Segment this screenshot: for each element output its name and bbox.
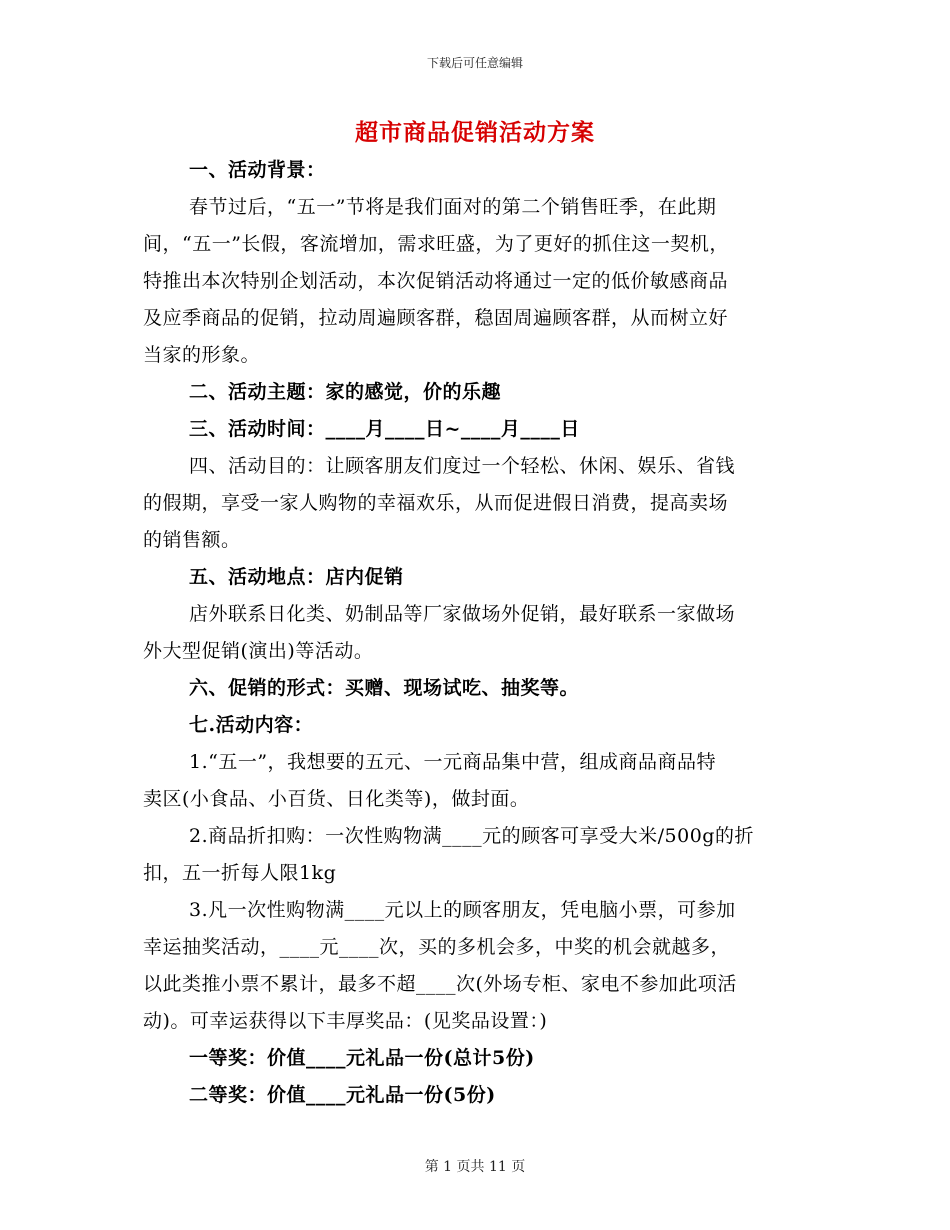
body-line: 六、促销的形式：买赠、现场试吃、抽奖等。 bbox=[189, 677, 580, 699]
body-line: 三、活动时间：____月____日~____月____日 bbox=[189, 418, 580, 440]
body-line: 二等奖：价值____元礼品一份(5份) bbox=[189, 1084, 496, 1106]
body-line: 卖区(小食品、小百货、日化类等)，做封面。 bbox=[143, 788, 530, 810]
body-line: 一等奖：价值____元礼品一份(总计5份) bbox=[189, 1047, 535, 1069]
body-line: 幸运抽奖活动，____元____次，买的多机会多，中奖的机会就越多， bbox=[143, 936, 731, 958]
document-title: 超市商品促销活动方案 bbox=[355, 119, 595, 146]
body-line: 动)。可幸运获得以下丰厚奖品：(见奖品设置：) bbox=[143, 1010, 548, 1032]
page-footer: 第 1 页共 11 页 bbox=[424, 1159, 526, 1175]
body-line: 特推出本次特别企划活动，本次促销活动将通过一定的低价敏感商品 bbox=[143, 270, 729, 292]
body-line: 及应季商品的促销，拉动周遍顾客群，稳固周遍顾客群，从而树立好 bbox=[143, 307, 729, 329]
document-body bbox=[143, 152, 808, 1114]
body-line: 以此类推小票不累计，最多不超____次(外场专柜、家电不参加此项活 bbox=[143, 973, 737, 995]
body-line: 五、活动地点：店内促销 bbox=[189, 566, 404, 588]
body-line: 的假期，享受一家人购物的幸福欢乐，从而促进假日消费，提高卖场 bbox=[143, 492, 729, 514]
body-line: 春节过后，“五一”节将是我们面对的第二个销售旺季，在此期 bbox=[189, 196, 717, 218]
body-line: 2.商品折扣购：一次性购物满____元的顾客可享受大米/500g的折 bbox=[189, 825, 754, 847]
body-line: 扣，五一折每人限1kg bbox=[143, 862, 337, 884]
body-line: 间，“五一”长假，客流增加，需求旺盛，为了更好的抓住这一契机， bbox=[143, 233, 729, 255]
body-line: 一、活动背景： bbox=[189, 159, 326, 181]
body-line: 二、活动主题：家的感觉，价的乐趣 bbox=[189, 381, 502, 403]
body-line: 的销售额。 bbox=[143, 529, 241, 551]
page-header: 下载后可任意编辑 bbox=[426, 56, 523, 70]
body-line: 七.活动内容： bbox=[189, 714, 314, 736]
body-line: 3.凡一次性购物满____元以上的顾客朋友，凭电脑小票，可参加 bbox=[189, 899, 736, 921]
body-line: 外大型促销(演出)等活动。 bbox=[143, 640, 374, 662]
body-line: 1.“五一”，我想要的五元、一元商品集中营，组成商品商品特 bbox=[189, 751, 717, 773]
body-line: 店外联系日化类、奶制品等厂家做场外促销，最好联系一家做场 bbox=[189, 603, 736, 625]
body-line: 当家的形象。 bbox=[143, 344, 261, 366]
body-line: 四、活动目的：让顾客朋友们度过一个轻松、休闲、娱乐、省钱 bbox=[189, 455, 736, 477]
